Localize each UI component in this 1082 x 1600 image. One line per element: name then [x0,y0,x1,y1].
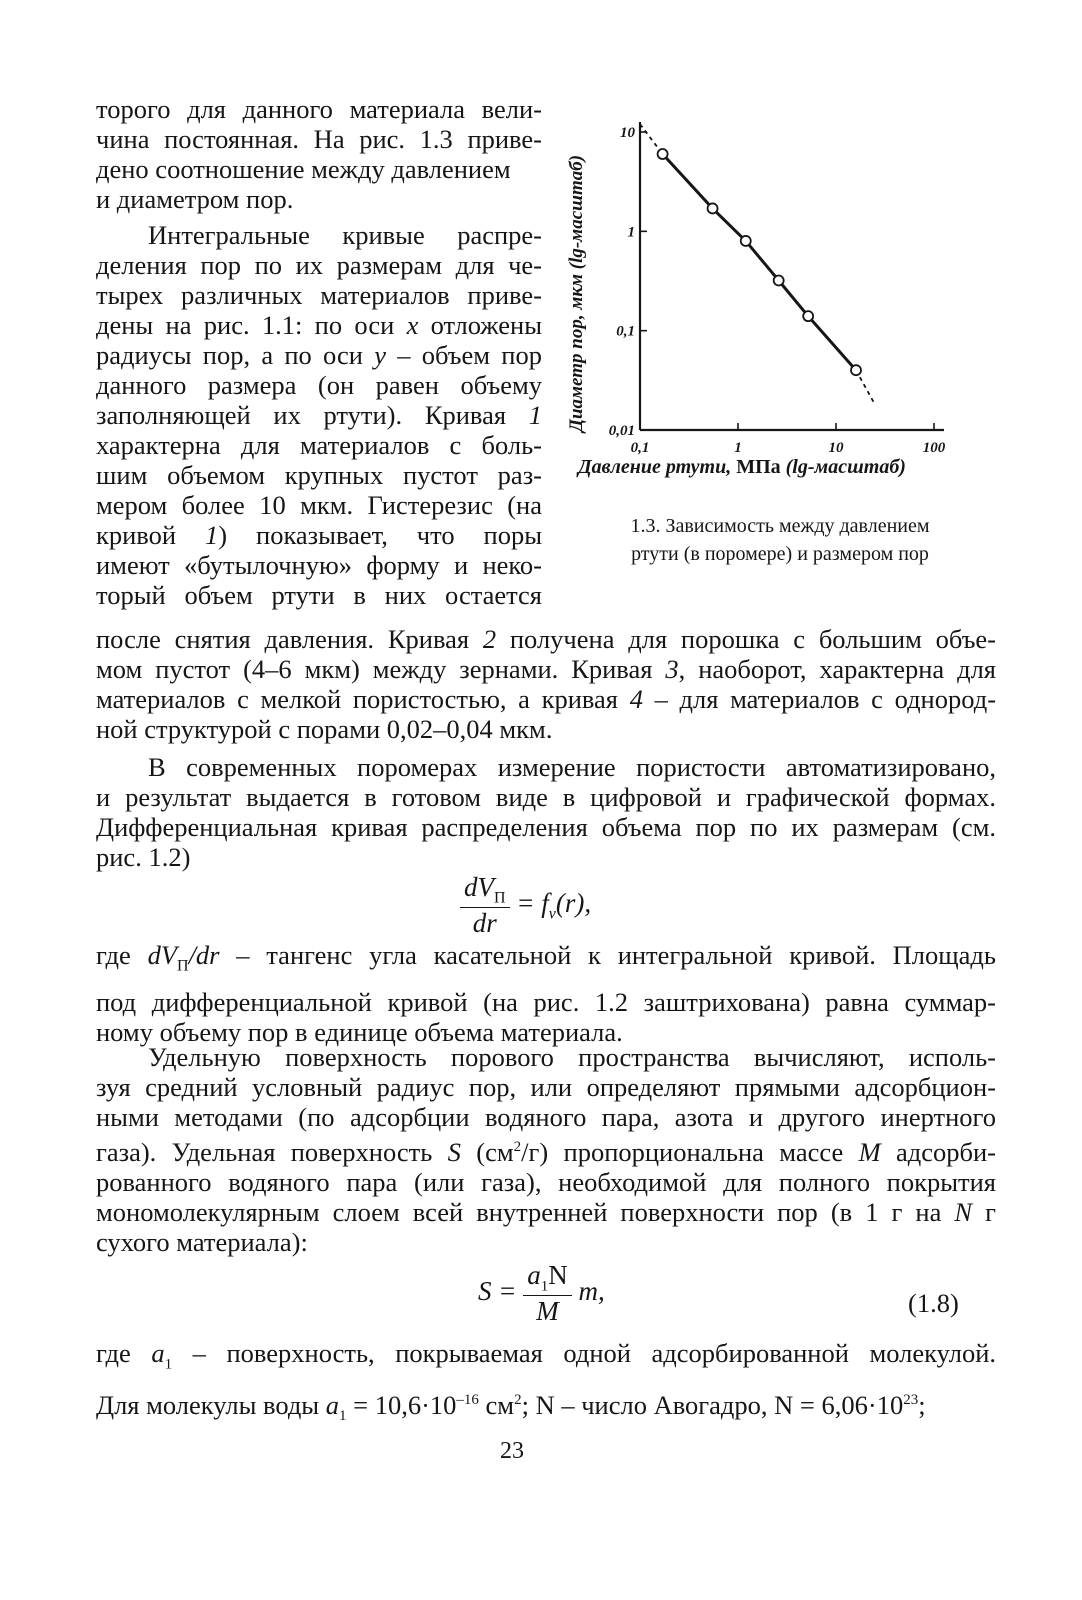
formula-symbol: dV [147,940,177,970]
formula-subscript: v [548,905,556,923]
x-axis-label-part: Давление ртути, [578,456,732,478]
text-fragment: газа). Удельная поверхность [96,1136,433,1167]
text-line: данного размера (он равен объему [96,370,542,400]
text-fragment: (см [476,1136,514,1167]
text-line: торый объем ртути в них остается [96,580,542,610]
formula-symbol: (r), [555,887,592,918]
text-fragment: где [96,1338,131,1368]
formula-lhs: S = [478,1275,517,1306]
text-line: и результат выдается в готовом виде в цифровой и графической формах. [96,782,996,812]
formula-dv-dr [460,872,591,939]
x-tick-label: 0,1 [630,440,650,456]
text-fragment: – тангенс угла касательной к интегральной кривой. Площадь [236,940,997,970]
paragraph-3 [96,752,996,872]
formula-rhs [516,887,592,923]
text-fragment: ) показывает, что поры [218,520,543,550]
caption-line: ртути (в поромере) и размером пор [631,543,929,565]
formula-symbol: = f [516,887,549,918]
formula-symbol: dV [464,872,494,902]
data-point [851,365,861,375]
y-tick-label: 0,1 [616,323,635,340]
paragraph-5 [96,1042,996,1257]
text-fragment: отложены [430,310,543,340]
curve-ref-2: 2 [482,624,497,654]
text-line [96,1385,996,1431]
text-line: и диаметром пор. [96,184,294,214]
superscript: 2 [513,1139,522,1155]
text-fragment: дены на рис. 1.1: по оси [96,310,395,340]
axis-symbol-x: x [406,310,419,340]
curve-dashed-end [856,370,875,404]
axis-symbol-y: y [374,340,386,370]
x-axis-label [576,456,906,478]
text-fragment: мом пустот (4–6 мкм) между зернами. Кривая [96,654,653,684]
text-fragment: после снятия давления. Кривая [96,624,470,654]
formula-1-8 [478,1260,605,1327]
text-line [96,520,542,550]
x-axis-label-part: МПа [736,456,781,478]
fraction-numerator [523,1260,572,1296]
formula-subscript: 1 [164,1356,173,1373]
text-fragment: радиусы пор, а по оси [96,340,363,370]
text-line: дено соотношение между давлением [96,154,511,184]
formula-symbol: N [548,1260,568,1290]
text-fragment: где [96,940,131,970]
formula-symbol: /dr [188,940,220,970]
superscript: –16 [456,1392,479,1409]
text-line: торого для данного материала вели- [96,94,542,124]
text-fragment: – поверхность, покрываемая одной адсорбированной молекулой. [192,1338,997,1368]
fraction-numerator [460,872,510,908]
page-number: 23 [500,1438,524,1464]
text-line [96,1338,996,1379]
text-line: ными методами (по адсорбции водяного пара, азота и другого инертного [96,1102,996,1132]
text-line [96,340,542,370]
fraction [460,872,510,939]
data-point [708,203,718,213]
chart-axes [640,122,944,430]
paragraph-1 [96,94,542,214]
data-point [803,311,813,321]
text-fragment: = 10,6·10 [353,1390,457,1421]
symbol-s: S [447,1136,461,1167]
text-line: имеют «бутылочную» форму и неко- [96,550,542,580]
text-line [96,654,996,684]
text-line [96,624,996,654]
x-tick-label: 10 [828,440,844,456]
data-point [774,275,784,285]
text-line: ной структурой с порами 0,02–0,04 мкм. [96,714,553,744]
text-line: В современных поромерах измерение пористости автоматизировано, [148,752,996,782]
symbol-m: M [858,1136,881,1167]
formula-symbol: a [527,1260,541,1290]
fraction-denominator: M [536,1296,559,1327]
caption-line: 1.3. Зависимость между давлением [630,515,930,537]
x-tick-label: 100 [922,440,946,456]
formula-subscript: 1 [339,1408,347,1425]
data-point [741,236,751,246]
paragraph-2-wide [96,624,996,744]
text-fragment: материалов с мелкой пористостью, а кривая [96,684,619,714]
equation-number: (1.8) [908,1288,959,1318]
chart-series [640,124,875,405]
symbol-n: N [954,1196,973,1227]
formula-subscript: П [177,957,189,975]
text-line: ному объему пор в единице объема материала. [96,1017,623,1048]
text-line [96,1132,996,1167]
fraction-denominator: dr [472,908,497,939]
fraction [523,1260,572,1327]
paragraph-6 [96,1338,996,1431]
y-tick-label: 10 [620,125,635,141]
formula-tail: m, [578,1275,605,1306]
data-point [658,149,668,159]
curve-ref-1: 1 [205,520,219,550]
pressure-diameter-chart [560,92,980,492]
text-line [96,940,996,981]
text-line: Интегральные кривые распре- [148,220,542,250]
text-fragment: – объем пор [397,340,542,370]
superscript: 23 [903,1392,919,1409]
y-axis-label: Диаметр пор, мкм (lg-масштаб) [566,154,587,432]
text-line [96,310,542,340]
text-line [96,1197,996,1227]
curve-ref-1: 1 [528,400,543,430]
series-line [663,154,856,370]
text-fragment: мономолекулярным слоем всей внутренней поверхности пор (в 1 г на [96,1196,942,1227]
text-fragment: ; N – число Авогадро, N = 6,06·10 [521,1390,904,1421]
text-fragment: см [485,1390,515,1421]
curve-ref-4: 4 [629,684,643,714]
text-fragment: адсорби- [896,1136,996,1167]
text-fragment: ; [918,1390,926,1421]
symbol-a1: a [151,1338,165,1368]
text-fragment: заполняющей их ртути). Кривая [96,400,507,430]
figure-caption [590,512,970,568]
text-line: чина постоянная. На рис. 1.3 приве- [96,124,542,154]
x-axis-label-part: (lg-масштаб) [785,456,906,478]
text-fragment: получена для порошка с большим объе- [509,624,997,654]
text-line: мером более 10 мкм. Гистерезис (на [96,490,542,520]
text-line: зуя средний условный радиус пор, или определяют прямыми адсорбцион- [96,1072,996,1102]
y-tick-label: 0,01 [608,423,635,439]
text-line: рованного водяного пара (или газа), необходимой для полного покрытия [96,1166,996,1197]
text-fragment: пропорциональна массе [563,1136,844,1167]
x-tick-label: 1 [734,440,742,456]
formula-subscript: 1 [540,1278,549,1295]
text-line: шим объемом крупных пустот раз- [96,460,542,490]
text-fragment: , наоборот, характерна для [678,654,996,684]
symbol-a1: a [325,1390,339,1421]
text-line [96,400,542,430]
text-fragment: Для молекулы воды [96,1390,320,1421]
text-line: Дифференциальная кривая распределения объема пор по их размерам (см. [96,812,996,842]
text-line [96,684,996,714]
text-line: тырех различных материалов приве- [96,280,542,310]
paragraph-2-narrow [96,220,542,610]
formula-subscript: П [494,889,506,907]
text-fragment: г [985,1196,997,1227]
superscript: 2 [514,1392,522,1409]
text-line: деления пор по их размерам для че- [96,250,542,280]
curve-ref-3: 3 [665,654,679,684]
y-tick-label: 1 [627,224,635,241]
text-line: под дифференциальной кривой (на рис. 1.2 заштрихована) равна суммар- [96,987,996,1018]
text-fragment: /г) [521,1136,549,1167]
text-line: Удельную поверхность порового пространства вычисляют, исполь- [148,1042,996,1072]
text-line: рис. 1.2) [96,842,191,872]
text-line: характерна для материалов с боль- [96,430,542,460]
chart-ticks [609,125,946,456]
text-fragment: – для материалов с однород- [654,684,997,714]
paragraph-4 [96,940,996,1047]
text-fragment: кривой [96,520,177,550]
text-line: сухого материала): [96,1226,308,1257]
